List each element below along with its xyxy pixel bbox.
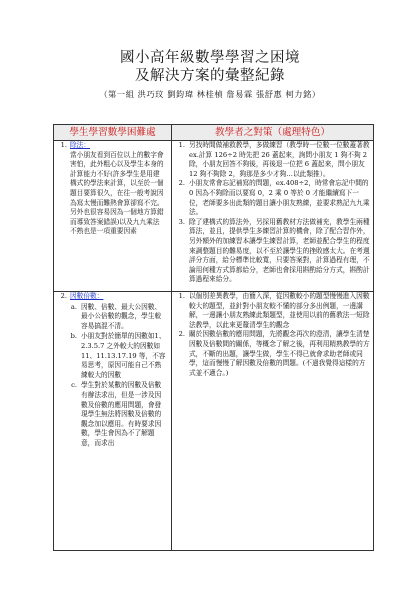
table-row (54, 292, 374, 551)
section-number: 1. (60, 141, 67, 149)
list-item (172, 141, 373, 179)
item-text: 另找時間做補救教學，多做練習（教學時一位數一位數蓋著教 ex.計算 126÷2 時先把 26 蓋起來，詢問小朋友 1 夠不夠 2 除，小朋友回答不夠後，再後退一位把 6 蓋起來，問小朋友 12 夠不夠除 2，夠那是多少才夠…以此類推）。 (189, 141, 370, 178)
sub-item-text: 小朋友對於簡單的因數如1、2.3.5.7 之外較大的因數如11、11.13.17.19 等，不容易思考，原因可能自己不熟練較大的因數 (81, 332, 166, 379)
list-item (172, 179, 373, 217)
item-text: 關於因數倍數的應用問題，先將觀念再次的澄清，讓學生清楚因數及倍數間的關係，等概念了解之後，再利用精熟教學的方式，不斷的出題，讓學生做，學生不得已就會求助老師或同學，這而慢慢了解因數及倍數的問題。(不過我覺得這樣的方式並不適合。) (189, 330, 370, 377)
section-label-factors: 因數倍數： (70, 292, 104, 300)
table-row (54, 141, 374, 292)
item-number: 1. (178, 292, 185, 300)
list-item (54, 332, 171, 380)
title-line-1: 國小高年級數學學習之困境 (120, 50, 300, 66)
item-text: 以個別差異教學，由簡入深，從因數較小的題型慢慢進入因數較大的題型，並針對小朋友較不懂的部分多出例題，一邊講解，一邊讓小朋友熟練此類題型，並使用以前的舊教法一短除法教學，以此來更釐清學生的觀念 (189, 292, 370, 329)
difficulty-text-division: 當小朋友看到百位以上的數字會害怕，此外粗心以及學生本身的計算能力不好(許多學生是用建構式的學法來計算，以至於一個題目要算很久，在往一般考說因為寫太慢而難熱會算卻寫不完。另外也很容易因為一個地方算錯而導致答案錯誤)以及九九乘法不熟也是一項重要因素 (70, 150, 164, 236)
sub-item-letter: b. (70, 332, 77, 341)
difficulty-cell-factors (54, 292, 172, 551)
strategy-cell-factors (172, 292, 374, 551)
item-number: 2. (178, 330, 185, 339)
document-header (0, 50, 420, 100)
list-item (172, 218, 373, 285)
comparison-table (53, 124, 374, 551)
sub-item-letter: c. (71, 381, 77, 390)
column-header-difficulties: 學生學習數學困難處 (54, 125, 172, 141)
item-number: 3. (178, 217, 185, 226)
item-number: 2. (178, 179, 185, 188)
list-item (172, 292, 373, 330)
list-item (54, 381, 171, 448)
section-number: 2. (60, 292, 67, 300)
list-item (54, 303, 171, 332)
column-header-strategies: 教學者之對策（處理特色） (172, 125, 374, 141)
sub-item-text: 因數、倍數、最大公因數、最小公倍數的觀念，學生較容易搞混不清。 (81, 302, 162, 330)
sub-item-letter: a. (70, 302, 77, 311)
section-label-division: 除法： (70, 141, 91, 149)
item-text: 除了建構式的算法外，另採用舊教材方法做補充，教學生兩種算法，並且，提供學生多練習計算的機會，除了配合習作外，另外額外的加練習本讓學生練習計算，老師並配合學生的程度來調整題目的難易度，以不至於讓學生的挫敗感太大。在考週評分方面，給分標準比較寬，只要答案對，計算過程有理，不論用何種方式算都給分，老師也會採用斟酌給分方式，斟酌計算過程來給分。 (189, 217, 370, 284)
item-text: 小朋友常會忘記補寫的問題，ex.408÷2，時常會忘記中間的 0 因為不夠除而以要寫 0，2 乘 0 等於 0 才能繼續寫下一位，老師要多出此類的題目讓小朋友熟練，並要求熟記九九乘法。 (189, 179, 370, 217)
authors-line: （第一組 洪巧玟 劉鈞瑋 林桂楨 詹易霖 張舒惠 柯力銘） (99, 89, 321, 99)
strategy-cell-division (172, 141, 374, 292)
item-number: 1. (178, 141, 185, 149)
title-line-2: 及解決方案的彙整紀錄 (135, 68, 285, 84)
list-item (172, 330, 373, 378)
sub-item-text: 學生對於某數的因數及倍數有辦法求出，但是一涉及因數及倍數的應用問題，會發現學生無法將因數及倍數的觀念加以應用。有時要求因數，學生會因為不了解題意，而求出 (81, 381, 162, 447)
difficulty-cell-division (54, 141, 172, 292)
